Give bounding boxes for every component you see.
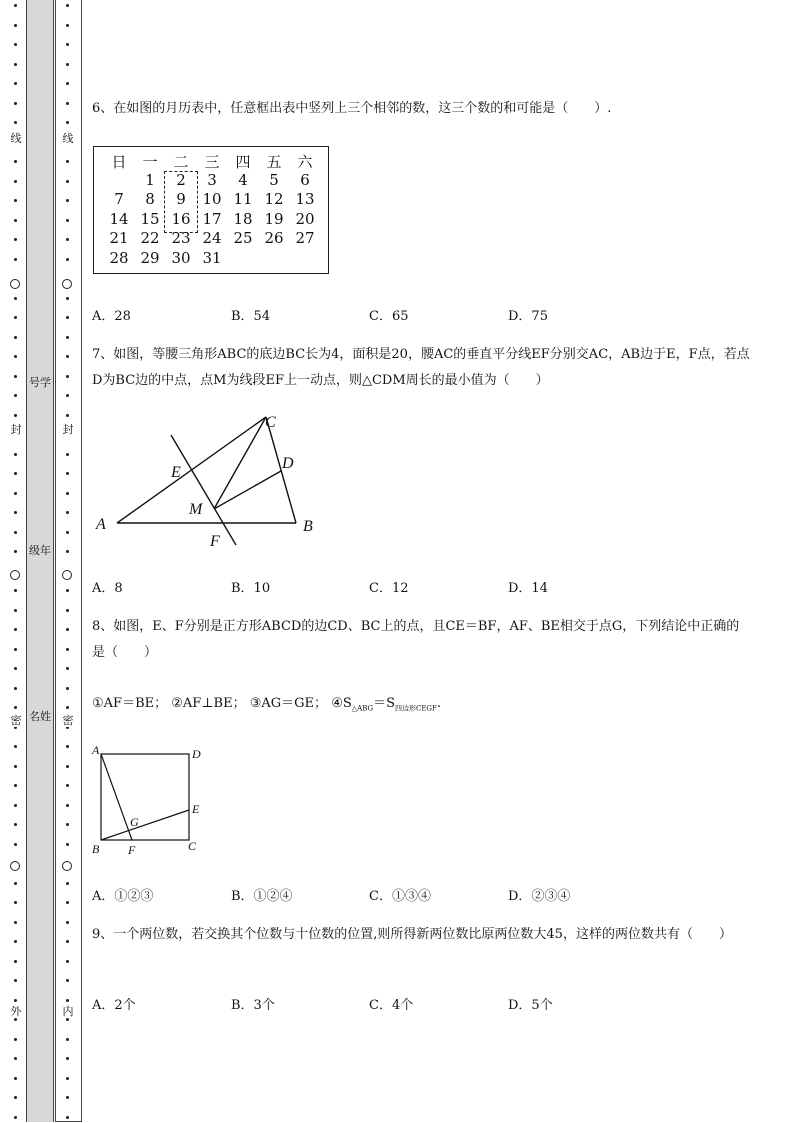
binding-dot [66, 1057, 69, 1060]
binding-dot [66, 336, 69, 339]
segment-cm [214, 417, 266, 509]
binding-dot [66, 199, 69, 202]
calendar-date: 21 [109, 229, 129, 247]
segment-af [101, 754, 132, 840]
question-8-options [92, 885, 752, 903]
line-ef [171, 435, 236, 545]
calendar-date: 10 [202, 190, 222, 208]
info-strip [26, 0, 54, 1122]
label-e: E [171, 464, 181, 481]
binding-dot [14, 823, 17, 826]
question-6-options [92, 305, 752, 323]
calendar-date: 3 [207, 170, 217, 189]
calendar-date: 22 [140, 229, 160, 247]
question-9-options [92, 994, 752, 1012]
binding-dot [14, 43, 17, 46]
question-7-options [92, 577, 752, 595]
binding-dot [14, 843, 17, 846]
binding-dot [66, 511, 69, 514]
binding-dot [66, 979, 69, 982]
question-8-conditions [92, 692, 441, 714]
calendar-date: 17 [202, 209, 222, 228]
binding-dot [14, 102, 17, 105]
binding-dot [66, 609, 69, 612]
q9-option-d[interactable]: D．5个 [508, 998, 553, 1013]
outer-cut-line [10, 0, 22, 1123]
binding-circle-icon [62, 279, 72, 289]
outer-mark-mi: 密 [8, 715, 24, 727]
label-f: F [210, 533, 220, 550]
binding-dot [66, 921, 69, 924]
calendar-day-header: 一 [142, 153, 158, 171]
binding-dot [14, 472, 17, 475]
label-d: D [192, 747, 201, 761]
condition-2: ②AF⊥BE； [171, 696, 246, 711]
binding-dot [66, 960, 69, 963]
binding-dot [14, 706, 17, 709]
calendar-date: 26 [264, 229, 284, 247]
binding-dot [14, 82, 17, 85]
field-grade: 级年 [29, 544, 51, 557]
calendar-date: 14 [109, 209, 129, 228]
binding-dot [66, 82, 69, 85]
inner-mark-xian: 线 [60, 133, 76, 145]
q9-option-b[interactable]: B．3个 [231, 998, 275, 1013]
calendar-day-header: 二 [173, 153, 189, 171]
binding-dot [66, 1116, 69, 1119]
binding-dot [14, 667, 17, 670]
binding-circle-icon [10, 861, 20, 871]
label-g: G [130, 815, 139, 829]
calendar-date: 31 [202, 248, 222, 267]
q8-option-a[interactable]: A．①②③ [92, 889, 154, 904]
binding-dot [66, 472, 69, 475]
calendar-table [93, 146, 329, 274]
binding-dot [14, 648, 17, 651]
binding-dot [14, 765, 17, 768]
label-a: A [92, 743, 100, 757]
label-b: B [92, 842, 100, 856]
q6-option-b[interactable]: B．54 [231, 309, 271, 324]
binding-dot [66, 550, 69, 553]
calendar-day-header: 日 [111, 153, 127, 171]
binding-dot [66, 901, 69, 904]
question-9-text: 9、一个两位数，若交换其个位数与十位数的位置,则所得新两位数比原两位数大45，这样的两位数共有（ ） [92, 927, 732, 942]
q7-option-a[interactable]: A．8 [92, 581, 123, 596]
binding-dot [14, 1116, 17, 1119]
binding-dot [66, 414, 69, 417]
binding-dot [66, 453, 69, 456]
binding-dot [14, 160, 17, 163]
outer-mark-feng: 封 [8, 424, 24, 436]
label-c: C [188, 839, 197, 853]
binding-dot [66, 687, 69, 690]
binding-dot [14, 24, 17, 27]
binding-dot [14, 1096, 17, 1099]
binding-dot [66, 219, 69, 222]
inner-mark-nei: 内 [60, 1006, 76, 1018]
binding-dot [14, 960, 17, 963]
label-m: M [189, 501, 203, 518]
binding-dot [66, 531, 69, 534]
binding-dot [14, 589, 17, 592]
question-7-text: 7、如图，等腰三角形ABC的底边BC长为4，面积是20，腰AC的垂直平分线EF分别交AC，AB边于E，F点，若点D为BC边的中点，点M为线段EF上一动点，则△CDM周长的最小值为（ ） [92, 347, 750, 388]
binding-dot [66, 940, 69, 943]
segment-be [101, 810, 189, 840]
binding-dot [14, 1038, 17, 1041]
binding-dot [14, 394, 17, 397]
question-8-text: 8、如图，E、F分别是正方形ABCD的边CD、BC上的点，且CE＝BF，AF、BE相交于点G，下列结论中正确的是（ ） [92, 619, 740, 660]
calendar-date: 6 [300, 170, 310, 189]
calendar-day-header: 三 [204, 153, 220, 171]
calendar-date: 20 [295, 209, 315, 228]
calendar-date: 11 [233, 190, 253, 208]
calendar-date: 15 [140, 209, 160, 228]
calendar-date: 29 [140, 248, 160, 267]
question-6-text: 6、在如图的月历表中，任意框出表中竖列上三个相邻的数，这三个数的和可能是（ ）. [92, 101, 612, 116]
q6-option-a[interactable]: A．28 [92, 309, 131, 324]
calendar-day-header: 六 [297, 153, 313, 171]
binding-dot [14, 375, 17, 378]
q7-option-d[interactable]: D．14 [508, 581, 548, 596]
binding-dot [14, 180, 17, 183]
inner-mark-mi: 密 [60, 715, 76, 727]
binding-dot [14, 414, 17, 417]
binding-dot [66, 238, 69, 241]
binding-dot [66, 102, 69, 105]
binding-dot [66, 492, 69, 495]
binding-dot [14, 4, 17, 7]
binding-dot [66, 160, 69, 163]
q9-option-c[interactable]: C．4个 [369, 998, 414, 1013]
binding-dot [14, 238, 17, 241]
calendar-date: 16 [171, 209, 191, 228]
binding-dot [14, 492, 17, 495]
q7-option-b[interactable]: B．10 [231, 581, 271, 596]
binding-dot [14, 804, 17, 807]
binding-dot [14, 901, 17, 904]
calendar-date: 19 [264, 209, 284, 228]
binding-circle-icon [10, 279, 20, 289]
label-f: F [128, 843, 136, 857]
calendar-date: 12 [264, 190, 284, 208]
binding-dot [66, 1018, 69, 1021]
binding-dot [66, 589, 69, 592]
calendar-date: 4 [238, 170, 248, 189]
calendar-day-header: 四 [235, 153, 251, 171]
condition-4: $④S_{\triangle ABG}=S_{四边形CEGF}$. [331, 696, 442, 713]
condition-3: ③AG＝GE； [249, 696, 328, 711]
binding-circle-icon [10, 570, 20, 580]
binding-dot [14, 940, 17, 943]
binding-dot [66, 297, 69, 300]
binding-margin [0, 0, 84, 1123]
calendar-date: 27 [295, 229, 315, 247]
calendar-date: 30 [171, 248, 191, 267]
binding-dot [66, 706, 69, 709]
binding-dot [66, 882, 69, 885]
inner-cut-line [62, 0, 74, 1123]
binding-circle-icon [62, 570, 72, 580]
binding-dot [14, 258, 17, 261]
binding-circle-icon [62, 861, 72, 871]
binding-dot [66, 121, 69, 124]
q8-option-c[interactable]: C．①③④ [369, 889, 431, 904]
binding-dot [66, 394, 69, 397]
binding-dot [66, 1077, 69, 1080]
binding-dot [14, 199, 17, 202]
binding-dot [66, 804, 69, 807]
q8-option-d[interactable]: D．②③④ [508, 889, 571, 904]
binding-dot [14, 999, 17, 1002]
q9-option-a[interactable]: A．2个 [92, 998, 136, 1013]
condition-1: ①AF＝BE； [92, 696, 168, 711]
binding-dot [14, 745, 17, 748]
binding-dot [14, 453, 17, 456]
binding-dot [66, 4, 69, 7]
binding-dot [14, 550, 17, 553]
binding-dot [66, 648, 69, 651]
binding-dot [66, 24, 69, 27]
binding-dot [66, 823, 69, 826]
binding-dot [14, 687, 17, 690]
label-a: A [96, 516, 106, 533]
calendar-day-header: 五 [266, 153, 282, 171]
calendar-date: 1 [145, 170, 155, 189]
binding-dot [14, 1077, 17, 1080]
binding-dot [66, 375, 69, 378]
square-abcd [101, 754, 189, 840]
q7-option-c[interactable]: C．12 [369, 581, 409, 596]
binding-dot [66, 843, 69, 846]
label-e: E [192, 802, 200, 816]
binding-dot [14, 316, 17, 319]
binding-dot [14, 882, 17, 885]
calendar-date: 28 [109, 248, 129, 267]
q6-option-d[interactable]: D．75 [508, 309, 548, 324]
binding-dot [66, 1096, 69, 1099]
binding-dot [66, 355, 69, 358]
binding-dot [14, 63, 17, 66]
binding-dot [66, 43, 69, 46]
binding-dot [66, 999, 69, 1002]
binding-dot [66, 180, 69, 183]
q8-option-b[interactable]: B．①②④ [231, 889, 293, 904]
label-d: D [282, 455, 294, 472]
binding-dot [14, 628, 17, 631]
binding-dot [14, 511, 17, 514]
field-student-number: 号学 [29, 376, 51, 389]
calendar-date: 9 [176, 190, 186, 208]
calendar-date: 13 [295, 190, 315, 208]
binding-dot [14, 1057, 17, 1060]
binding-dot [14, 121, 17, 124]
binding-dot [14, 784, 17, 787]
binding-dot [14, 336, 17, 339]
q6-option-c[interactable]: C．65 [369, 309, 409, 324]
field-name: 名姓 [29, 710, 51, 723]
triangle-figure [90, 405, 330, 555]
inner-mark-feng: 封 [60, 424, 76, 436]
calendar-date: 23 [171, 229, 191, 247]
outer-mark-wai: 外 [8, 1006, 24, 1018]
calendar-date: 24 [202, 229, 222, 247]
calendar-date: 2 [176, 170, 186, 189]
binding-dot [66, 765, 69, 768]
binding-dot [14, 979, 17, 982]
binding-dot [66, 745, 69, 748]
binding-dot [14, 609, 17, 612]
binding-dot [66, 258, 69, 261]
label-c: C [265, 414, 276, 431]
binding-dot [66, 1038, 69, 1041]
square-figure [88, 740, 218, 862]
binding-dot [66, 316, 69, 319]
calendar-date: 8 [145, 190, 155, 208]
binding-dot [14, 921, 17, 924]
calendar-date: 25 [233, 229, 253, 247]
binding-dot [14, 219, 17, 222]
binding-dot [14, 1018, 17, 1021]
calendar-date: 18 [233, 209, 253, 228]
label-b: B [303, 518, 313, 535]
calendar-date: 5 [269, 170, 279, 189]
binding-dot [14, 531, 17, 534]
binding-dot [66, 63, 69, 66]
calendar-date: 7 [114, 190, 124, 208]
binding-dot [14, 355, 17, 358]
binding-dot [66, 667, 69, 670]
outer-mark-xian: 线 [8, 133, 24, 145]
binding-dot [14, 297, 17, 300]
binding-dot [66, 784, 69, 787]
binding-dot [66, 628, 69, 631]
